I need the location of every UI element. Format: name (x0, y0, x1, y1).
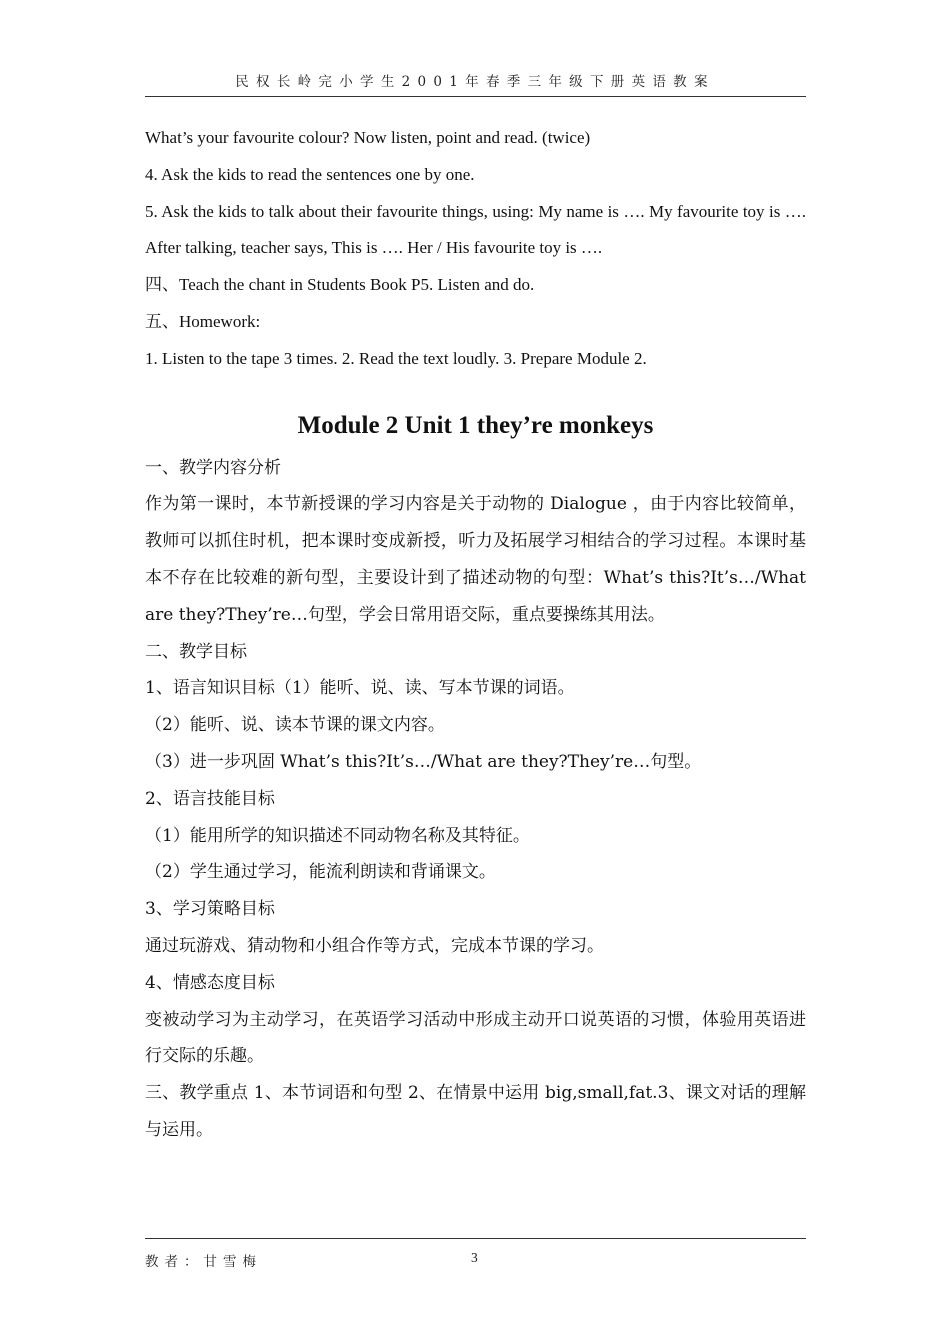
paragraph: 4. Ask the kids to read the sentences one by one. (145, 164, 475, 184)
section-heading: 二、教学目标 (145, 641, 247, 662)
paragraph: 2、语言技能目标 (145, 788, 275, 809)
paragraph: What’s your favourite colour? Now listen, point and read. (twice) (145, 128, 591, 147)
paragraph: （2）能听、说、读本节课的课文内容。 (145, 715, 445, 736)
paragraph: （1）能用所学的知识描述不同动物名称及其特征。 (145, 825, 530, 846)
paragraph: 3、学习策略目标 (145, 899, 275, 920)
module-title: Module 2 Unit 1 they’re monkeys (297, 411, 654, 439)
paragraph: 1、语言知识目标（1）能听、说、读、写本节课的词语。 (145, 678, 575, 699)
footer-rule (145, 1238, 806, 1239)
header-rule (145, 96, 806, 97)
paragraph: 5. Ask the kids to talk about their favourite things, using: My name is …. My favourite toy is …. After talking, teacher says, This is …. Her / His favourite toy is …. (145, 201, 806, 258)
paragraph: 1. Listen to the tape 3 times. 2. Read the text loudly. 3. Prepare Module 2. (145, 348, 647, 368)
page-header: 民权长岭完小学生2001年春季三年级下册英语教案 (235, 74, 715, 90)
page-number: 3 (471, 1250, 478, 1265)
section-heading: 一、教学内容分析 (145, 457, 281, 478)
paragraph: 通过玩游戏、猜动物和小组合作等方式，完成本节课的学习。 (145, 935, 604, 956)
paragraph: （2）学生通过学习，能流利朗读和背诵课文。 (145, 862, 496, 883)
paragraph: 五、Homework: (145, 311, 261, 331)
paragraph: 三、教学重点 1、本节词语和句型 2、在情景中运用 big,small,fat.3、课文对话的理解与运用。 (145, 1083, 806, 1140)
paragraph: 作为第一课时，本节新授课的学习内容是关于动物的 Dialogue ，由于内容比较简单，教师可以抓住时机，把本课时变成新授，听力及拓展学习相结合的学习过程。本课时基本不存在比较难的新句型，主要设计到了描述动物的句型：What’s this?It’s…/What are they?They’re…句型，学会日常用语交际，重点要操练其用法。 (145, 494, 806, 625)
paragraph: 变被动学习为主动学习，在英语学习活动中形成主动开口说英语的习惯，体验用英语进行交际的乐趣。 (145, 1009, 806, 1067)
page-body (145, 120, 806, 1149)
paragraph: （3）进一步巩固 What’s this?It’s…/What are they?They’re…句型。 (145, 751, 702, 772)
paragraph: 4、情感态度目标 (145, 972, 275, 993)
paragraph: 四、Teach the chant in Students Book P5. Listen and do. (145, 275, 535, 295)
footer-teacher: 教者：甘雪梅 (145, 1254, 262, 1270)
